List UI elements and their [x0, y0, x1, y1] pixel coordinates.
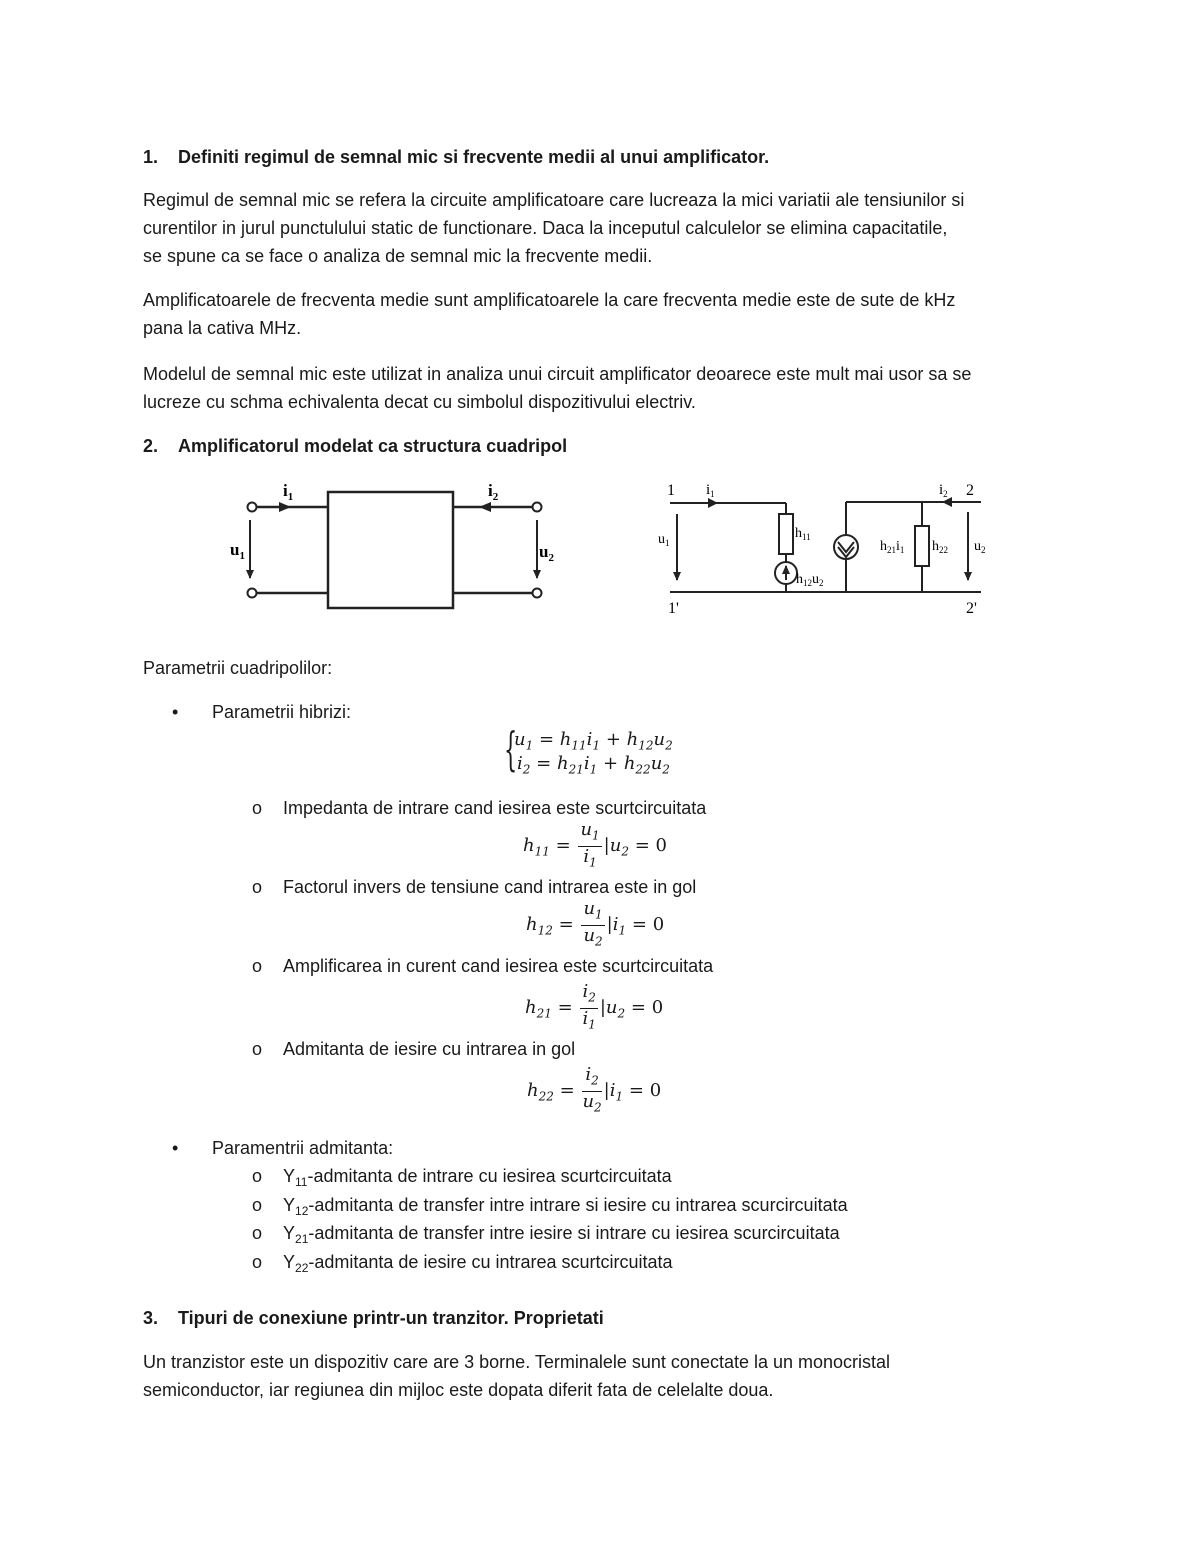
section-2-number: 2.	[143, 436, 159, 456]
section-1-paragraph-2-line-1: Amplificatoarele de frecventa medie sunt amplificatoarele la care frecventa medie este de sute de kHz	[143, 290, 956, 310]
terminal-1-prime	[248, 589, 257, 598]
resistor-h11	[779, 514, 793, 554]
sub-bullet: o	[252, 956, 263, 976]
y22-item: $Y_{22}$-admitanta de iesire cu intrarea scurtcircuitata	[283, 1252, 673, 1275]
label-u1: $u_1$	[230, 540, 245, 562]
label-u2: $u_2$	[974, 539, 986, 555]
h12-formula: $h_{12}$ = $\frac{u_1}{u_2}$ $|i_1 = 0$	[526, 898, 665, 949]
section-1-heading: Definiti regimul de semnal mic si frecvente medii al unui amplificator.	[178, 147, 770, 167]
terminal-2-prime	[533, 589, 542, 598]
equation-system-brace: {	[504, 722, 518, 776]
node-2-prime-label: 2'	[966, 600, 977, 617]
current-arrow-i1	[279, 502, 291, 512]
node-1-prime-label: 1'	[668, 600, 679, 617]
h22-description: Admitanta de iesire cu intrarea in gol	[283, 1039, 576, 1059]
hybrid-equivalent-circuit	[650, 476, 1000, 621]
label-i1: $i_1$	[283, 481, 294, 503]
admittance-parameters-label: Paramentrii admitanta:	[212, 1138, 394, 1158]
y21-item: $Y_{21}$-admitanta de transfer intre iesire si intrare cu iesirea scurcircuitata	[283, 1223, 840, 1246]
parameters-title: Parametrii cuadripolilor:	[143, 658, 333, 678]
y11-item: $Y_{11}$-admitanta de intrare cu iesirea scurtcircuitata	[283, 1166, 672, 1189]
section-2-heading: Amplificatorul modelat ca structura cuadripol	[178, 436, 568, 456]
section-1-paragraph-1-line-1: Regimul de semnal mic se refera la circuite amplificatoare care lucreaza la mici variatii ale tensiunilor si	[143, 190, 965, 210]
section-3-number: 3.	[143, 1308, 159, 1328]
label-u2: $u_2$	[539, 542, 554, 564]
section-1-paragraph-3-line-2: lucreze cu schma echivalenta decat cu simbolul dispozitivului electriv.	[143, 392, 696, 412]
h21-description: Amplificarea in curent cand iesirea este scurtcircuitata	[283, 956, 714, 976]
label-i1: $i_1$	[706, 482, 715, 499]
sub-bullet: o	[252, 1195, 263, 1215]
sub-bullet: o	[252, 798, 263, 818]
sub-bullet: o	[252, 1252, 263, 1272]
sub-bullet: o	[252, 1166, 263, 1186]
section-1-number: 1.	[143, 147, 159, 167]
section-1-paragraph-2-line-2: pana la cativa MHz.	[143, 318, 302, 338]
node-2-label: 2	[966, 482, 974, 499]
quadripole-box	[328, 492, 453, 608]
label-h11: $h_{11}$	[795, 526, 811, 542]
sub-bullet: o	[252, 1223, 263, 1243]
bullet: •	[172, 702, 179, 722]
h11-description: Impedanta de intrare cand iesirea este scurtcircuitata	[283, 798, 707, 818]
label-i2: $i_2$	[488, 481, 499, 503]
section-3-paragraph-line-2: semiconductor, iar regiunea din mijloc este dopata diferit fata de celelalte doua.	[143, 1380, 774, 1400]
terminal-1	[248, 503, 257, 512]
h22-formula: $h_{22}$ = $\frac{i_2}{u_2}$ $|i_1 = 0$	[527, 1064, 662, 1115]
sub-bullet: o	[252, 877, 263, 897]
terminal-2	[533, 503, 542, 512]
label-i2: $i_2$	[939, 482, 948, 499]
h21-formula: $h_{21}$ = $\frac{i_2}{i_1}$ $|u_2 = 0$	[525, 981, 664, 1032]
y12-item: $Y_{12}$-admitanta de transfer intre intrare si iesire cu intrarea scurcircuitata	[283, 1195, 848, 1218]
sub-bullet: o	[252, 1039, 263, 1059]
section-1-paragraph-1-line-3: se spune ca se face o analiza de semnal mic la frecvente medii.	[143, 246, 653, 266]
section-3-heading: Tipuri de conexiune printr-un tranzitor. Proprietati	[178, 1308, 604, 1328]
h12-description: Factorul invers de tensiune cand intrarea este in gol	[283, 877, 697, 897]
hybrid-equation-1: $u_1 = h_{11}i_1 + h_{12}u_2$	[514, 729, 673, 753]
current-arrow-i1	[708, 498, 718, 508]
label-h21i1: $h_{21}i_1$	[880, 539, 905, 555]
bullet: •	[172, 1138, 179, 1158]
h11-formula: $h_{11}$ = $\frac{u_1}{i_1}$ $|u_2 = 0$	[523, 819, 667, 870]
section-1-paragraph-3-line-1: Modelul de semnal mic este utilizat in analiza unui circuit amplificator deoarece este mult mai usor sa se	[143, 364, 972, 384]
label-u1: $u_1$	[658, 532, 670, 548]
quadripole-block-diagram	[225, 478, 560, 618]
current-arrow-i2	[479, 502, 491, 512]
node-1-label: 1	[667, 482, 675, 499]
hybrid-equation-2: $i_2 = h_{21}i_1 + h_{22}u_2$	[517, 753, 670, 777]
label-h12u2: $h_{12}u_2$	[796, 572, 824, 588]
hybrid-parameters-label: Parametrii hibrizi:	[212, 702, 352, 722]
section-1-paragraph-1-line-2: curentilor in jurul punctulului static de functionare. Daca la inceputul calculelor se elimina capacitatile,	[143, 218, 948, 238]
resistor-h22	[915, 526, 929, 566]
section-3-paragraph-line-1: Un tranzistor este un dispozitiv care are 3 borne. Terminalele sunt conectate la un monocristal	[143, 1352, 891, 1372]
label-h22: $h_{22}$	[932, 539, 948, 555]
